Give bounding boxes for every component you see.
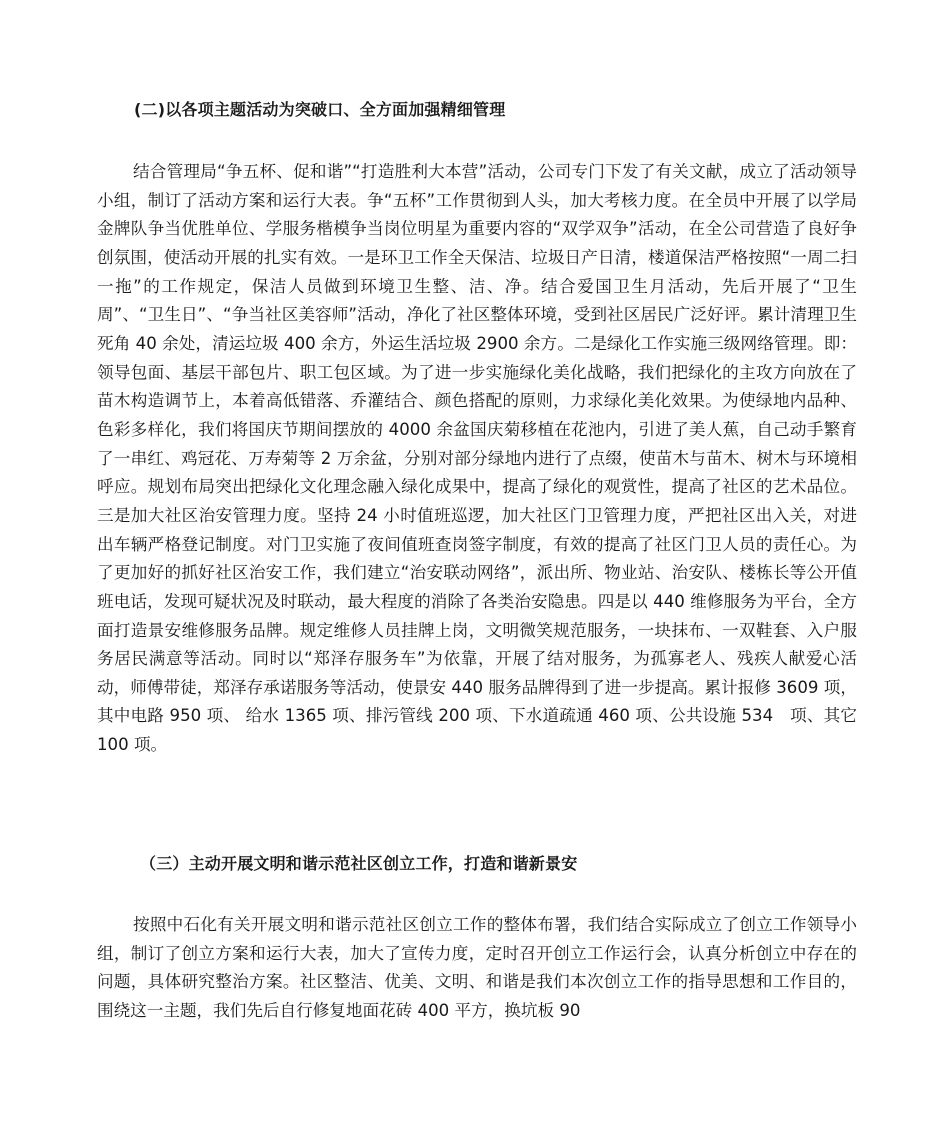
section-2-heading: (二)以各项主题活动为突破口、全方面加强精细管理 <box>134 100 506 119</box>
section-2-body: 结合管理局“争五杯、促和谐”“打造胜利大本营”活动，公司专门下发了有关文献，成立了活动领导小组，制订了活动方案和运行大表。争“五杯”工作贯彻到人头，加大考核力度。在全员中开展了以学局金牌队争当优胜单位、学服务楷模争当岗位明星为重要内容的“双学双争”活动，在全公司营造了良好争创氛围，使活动开展的扎实有效。一是环卫工作全天保洁、垃圾日产日清，楼道保洁严格按照“一周二扫一拖”的工作规定，保洁人员做到环境卫生整、洁、净。结合爱国卫生月活动，先后开展了“卫生周”、“卫生日”、“争当社区美容师”活动，净化了社区整体环境，受到社区居民广泛好评。累计清理卫生死角 40 余处，清运垃圾 400 余方，外运生活垃圾 2900 余方。二是绿化工作实施三级网络管理。即：领导包面、基层干部包片、职工包区域。为了进一步实施绿化美化战略，我们把绿化的主攻方向放在了苗木构造调节上，本着高低错落、乔灌结合、颜色搭配的原则，力求绿化美化效果。为使绿地内品种、色彩多样化，我们将国庆节期间摆放的 4000 余盆国庆菊移植在花池内，引进了美人蕉，自己动手繁育了一串红、鸡冠花、万寿菊等 2 万余盆，分别对部分绿地内进行了点缀，使苗木与苗木、树木与环境相呼应。规划布局突出把绿化文化理念融入绿化成果中，提高了绿化的观赏性，提高了社区的艺术品位。三是加大社区治安管理力度。坚持 24 小时值班巡逻，加大社区门卫管理力度，严把社区出入关，对进出车辆严格登记制度。对门卫实施了夜间值班查岗签字制度，有效的提高了社区门卫人员的责任心。为了更加好的抓好社区治安工作，我们建立“治安联动网络”，派出所、物业站、治安队、楼栋长等公开值班电话，发现可疑状况及时联动，最大程度的消除了各类治安隐患。四是以 440 维修服务为平台，全方面打造景安维修服务品牌。规定维修人员挂牌上岗，文明微笑规范服务，一块抹布、一双鞋套、入户服务居民满意等活动。同时以“郑泽存服务车”为依靠，开展了结对服务，为孤寡老人、残疾人献爱心活动，师傅带徒，郑泽存承诺服务等活动，使景安 440 服务品牌得到了进一步提高。累计报修 3609 项，其中电路 950 项、 给水 1365 项、排污管线 200 项、下水道疏通 460 项、公共设施 534 项、其它 100 项。 <box>97 162 857 755</box>
section-3-heading: （三）主动开展文明和谐示范社区创立工作，打造和谐新景安 <box>140 854 578 873</box>
section-3-body: 按照中石化有关开展文明和谐示范社区创立工作的整体布署，我们结合实际成立了创立工作领导小组，制订了创立方案和运行大表，加大了宣传力度，定时召开创立工作运行会，认真分析创立中存在的问题，具体研究整治方案。社区整洁、优美、文明、和谐是我们本次创立工作的指导思想和工作目的，围绕这一主题，我们先后自行修复地面花砖 400 平方，换坑板 90 <box>97 915 857 1020</box>
